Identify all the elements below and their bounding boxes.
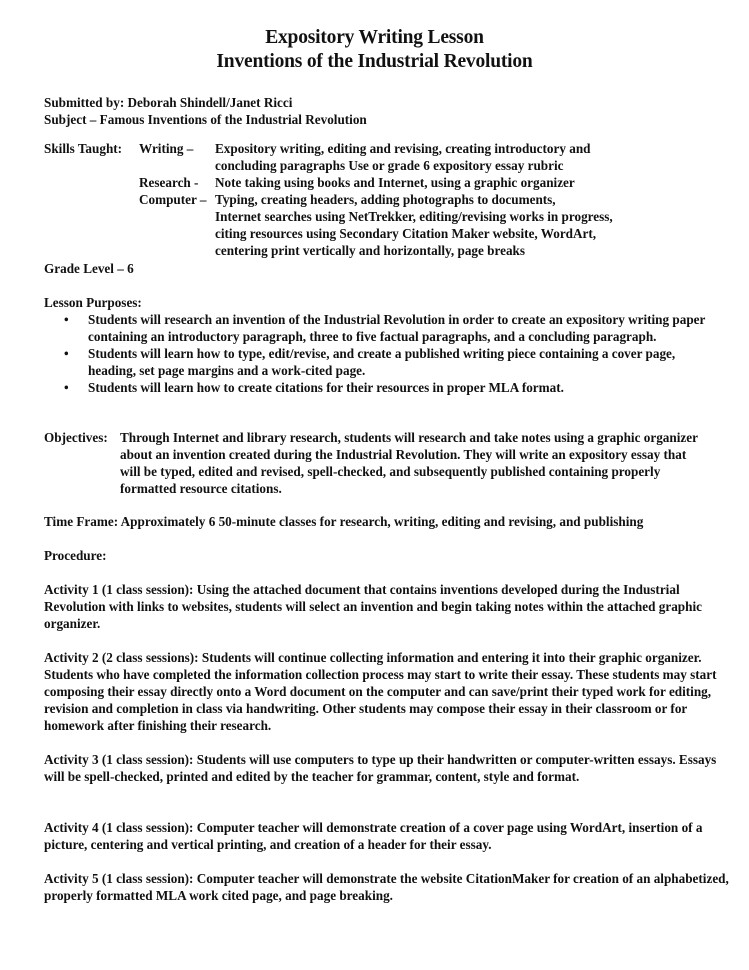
lesson-purposes-heading: Lesson Purposes:: [44, 295, 142, 310]
skill-row-writing: [44, 140, 734, 174]
subject-line: Subject – Famous Inventions of the Industrial Revolution: [44, 112, 367, 127]
purpose-item: • Students will learn how to create citations for their resources in proper MLA format.: [44, 379, 724, 396]
time-frame: Time Frame: Approximately 6 50-minute classes for research, writing, editing and revising, and publishing: [44, 514, 644, 529]
purpose-item: • Students will learn how to type, edit/revise, and create a published writing piece containing a cover page, heading, set page margins and a work-cited page.: [44, 345, 724, 379]
title-line-1: Expository Writing Lesson: [265, 27, 484, 48]
skill-computer-line: Typing, creating headers, adding photographs to documents,: [215, 192, 556, 207]
skill-writing-label: Writing –: [139, 141, 194, 156]
document-title: [0, 26, 749, 74]
objectives-label: Objectives:: [44, 430, 108, 445]
skill-research-text: [215, 174, 734, 191]
activity-2: Activity 2 (2 class sessions): Students will continue collecting information and entering it into their graphic organizer. Students who have completed the information collection process may start to write their essay. These students may start composing their essay directly onto a Word document on the computer and can save/print their typed work for editing, revision and completion in class via handwriting. Other students may compose their essay in their classroom or for homework after finishing their research.: [44, 650, 717, 733]
activity-4: Activity 4 (1 class session): Computer teacher will demonstrate creation of a cover page using WordArt, insertion of a picture, centering and vertical printing, and creation of a header for their essay.: [44, 820, 703, 852]
purpose-item: • Students will research an invention of the Industrial Revolution in order to create an expository writing paper containing an introductory paragraph, three to five factual paragraphs, and a concluding paragraph.: [44, 311, 724, 345]
objectives-text: Through Internet and library research, students will research and take notes using a graphic organizer about an invention created during the Industrial Revolution. They will write an expository essay that will be typed, edited and revised, spell-checked, and subsequently published containing properly formatted resource citations.: [120, 430, 698, 496]
skills-taught-label: Skills Taught:: [44, 141, 123, 156]
objectives-section: [44, 429, 704, 497]
activity-5: Activity 5 (1 class session): Computer teacher will demonstrate the website CitationMaker for creation of an alphabetized, properly formatted MLA work cited page, and page breaking.: [44, 871, 729, 903]
skill-computer-line: Internet searches using NetTrekker, editing/revising works in progress,: [215, 209, 613, 224]
skill-writing-line: Expository writing, editing and revising, creating introductory and: [215, 141, 591, 156]
grade-level: Grade Level – 6: [44, 261, 134, 276]
skill-row-research: [44, 174, 734, 191]
skill-computer-label: Computer –: [139, 192, 207, 207]
skill-computer-line: centering print vertically and horizontally, page breaks: [215, 243, 526, 258]
skill-research-line: Note taking using books and Internet, using a graphic organizer: [215, 175, 575, 190]
skill-row-computer: [44, 191, 734, 259]
lesson-purposes-list: [44, 311, 724, 396]
submitted-by: Submitted by: Deborah Shindell/Janet Ricci: [44, 95, 293, 110]
activity-1: Activity 1 (1 class session): Using the attached document that contains inventions developed during the Industrial Revolution with links to websites, students will select an invention and begin taking notes within the attached graphic organizer.: [44, 582, 702, 631]
skill-writing-text: [215, 140, 734, 174]
skills-taught-section: [44, 140, 734, 259]
title-line-2: Inventions of the Industrial Revolution: [216, 51, 533, 72]
skill-computer-text: [215, 191, 734, 259]
procedure-heading: Procedure:: [44, 548, 107, 563]
activity-3: Activity 3 (1 class session): Students will use computers to type up their handwritten or computer-written essays. Essays will be spell-checked, printed and edited by the teacher for grammar, content, style and format.: [44, 752, 717, 784]
skill-research-label: Research -: [139, 175, 199, 190]
skill-computer-line: citing resources using Secondary Citation Maker website, WordArt,: [215, 226, 597, 241]
skill-writing-line: concluding paragraphs Use or grade 6 expository essay rubric: [215, 158, 564, 173]
